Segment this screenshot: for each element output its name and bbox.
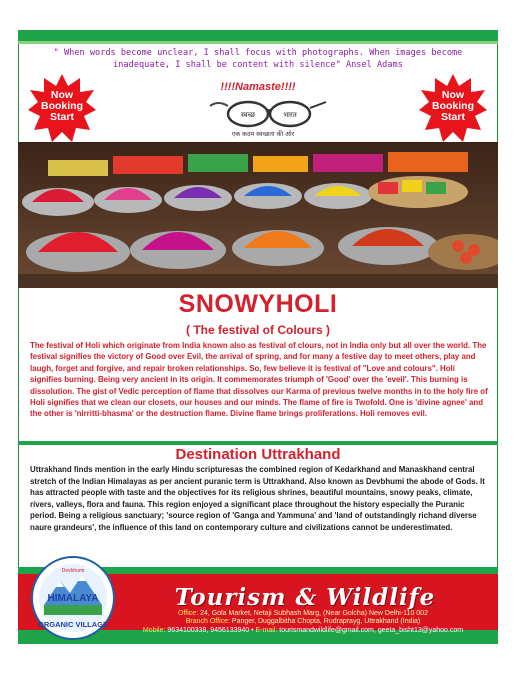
himalaya-organic-village-logo [30, 555, 116, 641]
booking-badge-left [26, 72, 98, 144]
top-accent-bar [18, 41, 498, 44]
badge-line-2: Booking [432, 100, 474, 112]
branch-label: Branch Office: [185, 618, 230, 625]
badge-line-3: Start [50, 111, 74, 123]
office-value: 24, Gola Market, Netaji Subhash Marg, (Near Golcha) New Delhi-110 002 [200, 610, 428, 617]
logo-top-text: HIMALAYA [47, 593, 99, 604]
brand-title: Tourism & Wildlife [174, 584, 436, 611]
holi-description: The festival of Holi which originate from India known also as festival of clours, not in India only but all over the world. The festival signifies the victory of Good over Evil, the arrival of spring, and for many a festive day to meet others, play and laugh, forget and forgive, and repair broken relationships. So, few believe it is festival of "Love and colours". Holi signifies burning. Being very ancient in its origin. It commemorates triumph of 'Good' over the 'eveil'. This burning is dissolution. The gist of Vedic perception of flame that dissolves our Karma of previous twelve months in to the holy fire of Holi signifies that we clean our closets, our houses and our minds. The flame of fire is Twofold. One is 'divine agnee' and the other is 'nirritti-bhasma' or the destruction flame. Divine flame brings proliferations. Holi removes evil. [30, 341, 488, 419]
mobile-value: 9634100338, 9456133940 [167, 627, 250, 634]
destination-description: Uttrakhand finds mention in the early Hindu scripturesas the combined region of Kedarkhand and Manaskhand central stretch of the Indian Himalayas as per ancient puranic term is Uttrakhand. Also known as Devbhumi the abode of Gods. It has attracted people with taste and the objectives for its religious shrines, beautiful mountains, snowy peaks, climate, rivers, valleys, flora and fauna. This region enjoyed a significant place throughout the history especially the Puranic period. Being a religious sanctuary; 'source region of 'Ganga and Yammuna' and 'land of outstandingly richand diverse naure grandeurs', the influence of this land on contemporary culture and civilizations cannot be underestimated. [30, 465, 485, 532]
holi-colour-powder-photo [18, 142, 498, 288]
swachh-tagline: एक कदम स्वच्छता की ओर [231, 131, 295, 138]
email-label: E-mail: [255, 627, 278, 634]
logo-small-text: Devbhumi [61, 568, 85, 574]
office-label: Office: [178, 610, 199, 617]
badge-line-2: Booking [41, 100, 83, 112]
ansel-adams-quote: " When words become unclear, I shall focus with photographs. When images become inadequate, I shall be content with silence" Ansel Adams [53, 48, 463, 70]
email-value[interactable]: tourismandwildlife@gmail.com, geeta_bisht13@yahoo.com [279, 627, 464, 634]
booking-badge-right [417, 72, 489, 144]
holi-title: SNOWYHOLI [178, 290, 338, 318]
swachh-bharat-glasses-logo [208, 96, 328, 130]
bharat-logo-label: भारत [283, 111, 297, 119]
top-green-bar [18, 30, 498, 41]
branch-address [118, 617, 488, 626]
section-divider [18, 441, 498, 445]
logo-bottom-text: ORGANIC VILLAGE [37, 620, 109, 629]
badge-line-3: Start [441, 111, 465, 123]
namaste-heading: !!!!Namaste!!!! [220, 81, 296, 93]
swachh-logo-label: स्वच्छ [240, 111, 256, 119]
destination-title: Destination Uttrakhand [175, 446, 341, 463]
mobile-label: Mobile: [142, 627, 166, 634]
badge-line-1: Now [50, 89, 74, 101]
holi-subtitle: ( The festival of Colours ) [185, 323, 330, 337]
badge-line-1: Now [441, 89, 465, 101]
contact-line: Mobile: 9634100338, 9456133940 • E-mail: tourismandwildlife@gmail.com, geeta_bisht13@yahoo.com [142, 627, 464, 634]
branch-value: Panger, Duggalbitha Chopta, Rudraprayg, Uttrakhand (India) [231, 618, 421, 625]
